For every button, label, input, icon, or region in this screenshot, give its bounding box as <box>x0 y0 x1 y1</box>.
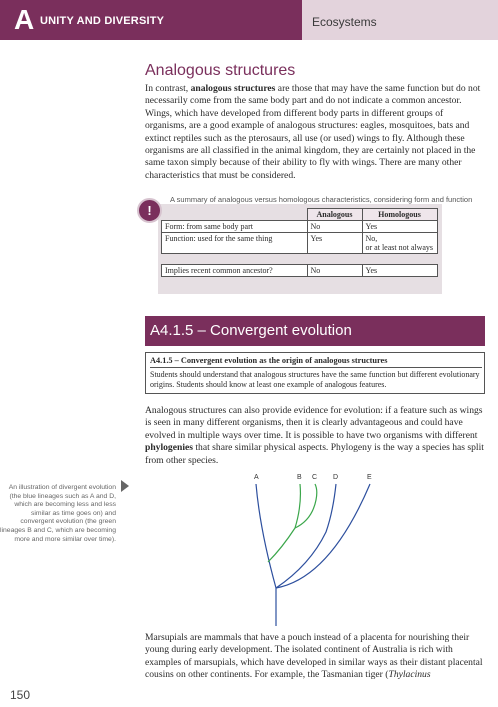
label-a: A <box>254 474 259 481</box>
evolution-tree-diagram <box>240 470 400 628</box>
analogous-paragraph: In contrast, analogous structures are those that may have the same function but do not necessarily come from the same body part and do not indicate a common ancestor. Wings, which have developed from different body parts in different groups of organisms, are a good example of analogous structures: eagles, mosquitoes, bats and extinct reptiles such as the pterosaurs, all use (or used) wings to fly. Although these organisms are all classified in the animal kingdom, they are certainly not placed in the same taxon simply because of their ability to fly with wings. There are many other characteristics that must be considered. <box>145 83 481 181</box>
caption-pointer-icon <box>121 480 129 492</box>
table-row: Function: used for the same thing Yes No, or at least not always <box>162 233 438 254</box>
summary-caption: A summary of analogous versus homologous characteristics, considering form and function <box>170 195 473 204</box>
analogous-heading: Analogous structures <box>145 62 296 79</box>
figure-caption: An illustration of divergent evolution (the blue lineages such as A and D, which are becoming less and less similar as time goes on) and convergent evolution (the green lineages B and C, which are becoming more and more similar over time). <box>0 484 116 543</box>
convergent-lineages <box>268 484 317 562</box>
syllabus-title: A4.1.5 – Convergent evolution as the origin of analogous structures <box>150 356 482 368</box>
label-e: E <box>367 474 372 481</box>
page-header <box>0 0 498 40</box>
label-c: C <box>312 474 318 481</box>
label-b: B <box>297 474 302 481</box>
exclamation-icon: ! <box>137 198 162 223</box>
col-analogous: Analogous <box>307 209 362 221</box>
theme-letter: A <box>14 4 35 35</box>
table-row: Implies recent common ancestor? No Yes <box>162 265 438 277</box>
label-d: D <box>333 474 339 481</box>
theme-title: UNITY AND DIVERSITY <box>40 15 165 27</box>
col-homologous: Homologous <box>362 209 437 221</box>
topic-title: Ecosystems <box>312 15 377 29</box>
syllabus-text: Students should understand that analogous structures have the same function but different evolutionary origins. Students should know at least one example of analogous features. <box>150 370 480 389</box>
key-term: analogous structures <box>190 83 276 94</box>
key-term: phylogenies <box>145 442 193 454</box>
convergent-heading: A4.1.5 – Convergent evolution <box>150 322 352 339</box>
table-row: Form: from same body part No Yes <box>162 221 438 233</box>
page-number: 150 <box>10 688 31 702</box>
summary-table <box>161 208 438 277</box>
convergent-paragraph: Analogous structures can also provide evidence for evolution: if a feature such as wings is seen in many different organisms, then it is clearly advantageous and could have evolved in multiple ways over time. It is possible to have two organisms with different phylogenies that share similar physical aspects. Phylogeny is the way a species has split from other species. <box>145 405 484 466</box>
marsupials-paragraph: Marsupials are mammals that have a pouch instead of a placenta for nourishing their young during early development. The isolated continent of Australia is rich with examples of marsupials, which have developed in similar ways as their distant placental cousins on other continents. For example, the Tasmanian tiger (Thylacinus <box>145 632 483 681</box>
divergent-lineages <box>256 484 370 626</box>
